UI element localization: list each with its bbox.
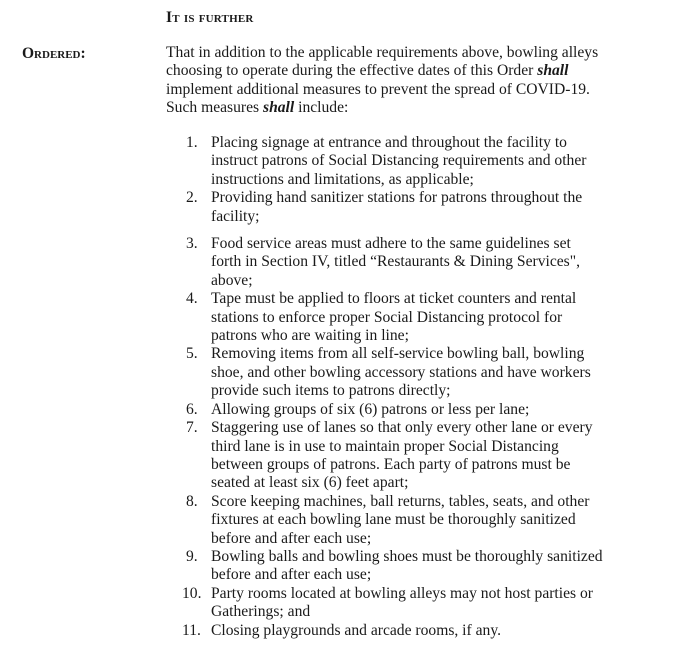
list-item-number: 10. bbox=[182, 584, 202, 602]
list-item-line: Staggering use of lanes so that only every other lane or every bbox=[211, 419, 593, 437]
list-item-line: seated at least six (6) feet apart; bbox=[211, 474, 409, 492]
list-item bbox=[186, 493, 646, 548]
list-item-line: before and after each use; bbox=[211, 566, 372, 584]
list-item-line: facility; bbox=[211, 207, 260, 225]
list-item-number: 2. bbox=[186, 189, 198, 207]
list-item-number: 1. bbox=[186, 134, 198, 151]
list-item-text bbox=[211, 493, 646, 548]
list-item-number: 5. bbox=[186, 345, 198, 363]
list-item bbox=[186, 401, 646, 419]
list-item-line: Party rooms located at bowling alleys may not host parties or bbox=[211, 584, 593, 602]
list-item-number: 8. bbox=[186, 492, 198, 510]
list-item bbox=[186, 134, 646, 189]
list-item-text bbox=[211, 548, 646, 585]
list-item-line: Food service areas must adhere to the same guidelines set bbox=[211, 235, 571, 253]
intro-paragraph bbox=[166, 44, 644, 118]
list-item-text bbox=[211, 235, 646, 290]
list-item bbox=[186, 290, 646, 345]
list-item-text bbox=[211, 419, 646, 493]
list-item-number: 6. bbox=[186, 400, 198, 418]
list-item bbox=[186, 419, 646, 493]
list-item bbox=[182, 621, 646, 640]
list-item-number: 9. bbox=[186, 547, 198, 565]
list-item-line: provide such items to patrons directly; bbox=[211, 382, 451, 400]
list-item-text bbox=[211, 345, 646, 400]
list-item-text bbox=[211, 189, 646, 226]
intro-line: implement additional measures to prevent the spread of COVID-19. bbox=[166, 80, 590, 98]
list-item bbox=[186, 189, 646, 226]
list-item-number: 11. bbox=[182, 621, 201, 639]
list-item-line: third lane is in use to maintain proper Social Distancing bbox=[211, 437, 559, 455]
list-item bbox=[182, 584, 646, 622]
list-item-line: Tape must be applied to floors at ticket counters and rental bbox=[211, 290, 577, 308]
list-item-line: Providing hand sanitizer stations for patrons throughout the bbox=[211, 189, 583, 207]
list-item bbox=[186, 548, 646, 585]
list-item-line: between groups of patrons. Each party of patrons must be bbox=[211, 455, 571, 473]
list-item-line: Closing playgrounds and arcade rooms, if any. bbox=[211, 621, 502, 639]
list-item bbox=[186, 235, 646, 290]
list-item-line: forth in Section IV, titled “Restaurants & Dining Services", bbox=[211, 253, 581, 271]
list-item-line: fixtures at each bowling lane must be thoroughly sanitized bbox=[211, 511, 576, 529]
list-item-text bbox=[211, 134, 646, 189]
list-item bbox=[186, 345, 646, 400]
list-item-line: Bowling balls and bowling shoes must be thoroughly sanitized bbox=[211, 547, 603, 565]
list-item-line: Removing items from all self-service bowling ball, bowling bbox=[211, 345, 585, 363]
list-item-text bbox=[211, 290, 646, 345]
list-item-line: instruct patrons of Social Distancing requirements and other bbox=[211, 152, 587, 170]
list-item-line: instructions and limitations, as applicable; bbox=[211, 170, 474, 188]
list-item-text bbox=[211, 622, 646, 640]
ordered-label: Ordered: bbox=[22, 45, 86, 62]
measures-list bbox=[182, 134, 646, 640]
list-item-text bbox=[211, 401, 646, 419]
list-item-line: Score keeping machines, ball returns, tables, seats, and other bbox=[211, 492, 590, 510]
section-heading: It is further bbox=[166, 9, 254, 26]
intro-line: That in addition to the applicable requirements above, bowling alleys bbox=[166, 44, 599, 61]
list-item-line: Allowing groups of six (6) patrons or less per lane; bbox=[211, 400, 530, 418]
intro-line: Such measures shall include: bbox=[166, 99, 349, 117]
shall-emphasis: shall bbox=[537, 62, 569, 80]
list-item-number: 7. bbox=[186, 419, 198, 437]
list-item-line: stations to enforce proper Social Distancing protocol for bbox=[211, 308, 563, 326]
list-item-number: 3. bbox=[186, 235, 198, 253]
list-item-line: before and after each use; bbox=[211, 529, 372, 547]
intro-line: choosing to operate during the effective dates of this Order shall bbox=[166, 62, 569, 80]
list-item-line: Placing signage at entrance and throughout the facility to bbox=[211, 134, 567, 151]
list-item-number: 4. bbox=[186, 290, 198, 308]
list-item-line: above; bbox=[211, 271, 253, 289]
list-item-line: Gatherings; and bbox=[211, 603, 311, 621]
list-item-text bbox=[211, 585, 646, 622]
shall-emphasis: shall bbox=[263, 99, 295, 117]
list-item-line: patrons who are waiting in line; bbox=[211, 327, 409, 345]
list-item-line: shoe, and other bowling accessory stations and have workers bbox=[211, 363, 591, 381]
